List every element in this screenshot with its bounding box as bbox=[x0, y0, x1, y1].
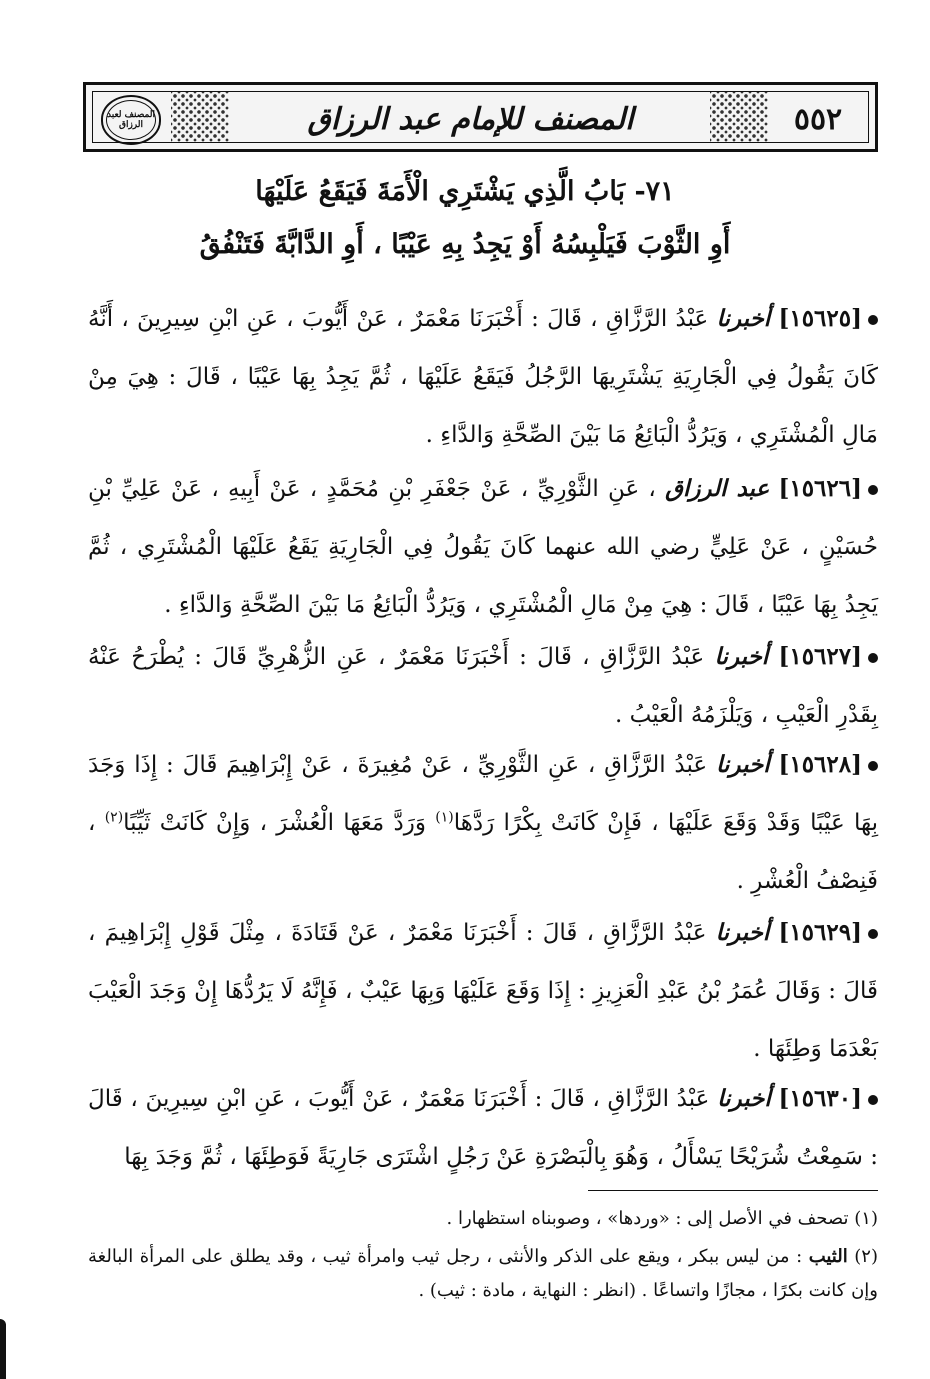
hadith-text: عَبْدُ الرَّزَّاقِ ، قَالَ : أَخْبَرَنَا مَعْمَرٌ ، عَنْ أَيُّوبَ ، عَنِ ابْنِ سِيرِينَ ، أَنَّهُ كَانَ يَقُولُ فِي الْجَارِيَةِ يَشْتَرِيهَا الرَّجُلُ فَيَقَعُ عَلَيْهَا ، ثُمَّ يَجِدُ بِهَا عَيْبًا ، قَالَ : هِيَ مِنْ مَالِ الْمُشْتَرِي ، وَيَرُدُّ الْبَائِعُ مَا بَيْنَ الصِّحَّةِ وَالدَّاءِ . bbox=[88, 306, 878, 448]
header-ornament-right bbox=[710, 92, 768, 142]
hadith-number: [١٥٦٢٧] bbox=[778, 643, 863, 670]
footnote-text: تصحف في الأصل إلى : «وردها» ، وصوبناه استظهارا . bbox=[446, 1208, 849, 1229]
bullet-icon bbox=[868, 315, 878, 325]
publisher-logo-text: المصنف لعبد الرزاق bbox=[106, 100, 156, 140]
hadith-number: [١٥٦٢٦] bbox=[778, 475, 863, 502]
hadith-paragraph bbox=[88, 904, 878, 1078]
footnote-reference[interactable]: (١) bbox=[435, 809, 454, 826]
hadith-paragraph bbox=[88, 460, 878, 634]
chapter-title-line-1: ٧١- بَابُ الَّذِي يَشْتَرِي الْأَمَةَ فَيَقَعُ عَلَيْهَا bbox=[255, 176, 675, 207]
footnote-headword: الثيب bbox=[808, 1246, 848, 1267]
hadith-text: وَرَدَّ مَعَهَا الْعُشْرَ ، وَإِنْ كَانَتْ ثَيِّبًا bbox=[123, 810, 426, 836]
footnote-reference[interactable]: (٢) bbox=[104, 809, 124, 826]
hadith-number: [١٥٦٣٠] bbox=[778, 1085, 863, 1112]
hadith-text: ، فَنِصْفُ الْعُشْرِ . bbox=[88, 810, 878, 894]
hadith-text: عَبْدُ الرَّزَّاقِ ، قَالَ : أَخْبَرَنَا مَعْمَرٌ ، عَنْ قَتَادَةَ ، مِثْلَ قَوْلِ إِبْرَاهِيمَ ، قَالَ : وَقَالَ عُمَرُ بْنُ عَبْدِ الْعَزِيزِ : إِذَا وَقَعَ عَلَيْهَا وَبِهَا عَيْبٌ ، فَإِنَّهُ لَا يَرُدُّهَا إِنْ وَجَدَ الْعَيْبَ بَعْدَمَا وَطِئَهَا . bbox=[88, 920, 878, 1062]
header-frame bbox=[92, 91, 869, 143]
hadith-text: عَبْدُ الرَّزَّاقِ ، قَالَ : أَخْبَرَنَا مَعْمَرٌ ، عَنِ الزُّهْرِيِّ قَالَ : يُطْرَحُ عَنْهُ بِقَدْرِ الْعَيْبِ ، وَيَلْزَمُهُ الْعَيْبُ . bbox=[88, 644, 878, 728]
narration-formula: أخبرنا bbox=[715, 751, 770, 778]
page-number: ٥٥٢ bbox=[793, 102, 843, 137]
hadith-paragraph bbox=[88, 628, 878, 744]
bullet-icon bbox=[868, 653, 878, 663]
hadith-paragraph bbox=[88, 290, 878, 464]
hadith-number: [١٥٦٢٩] bbox=[778, 919, 862, 946]
footnote-text: : من ليس ببكر ، ويقع على الذكر والأنثى ، رجل ثيب وامرأة ثيب ، وقد يطلق على المرأة البالغة وإن كانت بكرًا ، مجازًا واتساعًا . (انظر : النهاية ، مادة : ثيب) . bbox=[88, 1246, 878, 1301]
footnote-marker: (١) bbox=[854, 1208, 878, 1229]
hadith-paragraph bbox=[88, 736, 878, 910]
footnote bbox=[88, 1202, 878, 1236]
narration-formula: أخبرنا bbox=[716, 305, 771, 332]
hadith-paragraph bbox=[88, 1070, 878, 1186]
bullet-icon bbox=[868, 1095, 878, 1105]
narration-formula: أخبرنا bbox=[717, 1085, 771, 1112]
hadith-text: ، عَنِ الثَّوْرِيِّ ، عَنْ جَعْفَرِ بْنِ مُحَمَّدٍ ، عَنْ أَبِيهِ ، عَنْ عَلِيِّ بْنِ حُسَيْنٍ ، عَنْ عَلِيٍّ رضي الله عنهما كَانَ يَقُولُ فِي الْجَارِيَةِ يَقَعُ عَلَيْهَا الْمُشْتَرِي ، ثُمَّ يَجِدُ بِهَا عَيْبًا ، قَالَ : هِيَ مِنْ مَالِ الْمُشْتَرِي ، وَيَرُدُّ الْبَائِعُ مَا بَيْنَ الصِّحَّةِ وَالدَّاءِ . bbox=[88, 476, 878, 618]
narration-formula: أخبرنا bbox=[715, 919, 770, 946]
narration-formula: أخبرنا bbox=[714, 643, 769, 670]
footnote-divider bbox=[588, 1190, 878, 1191]
running-title: المصنف للإمام عبد الرزاق bbox=[307, 102, 634, 137]
bullet-icon bbox=[868, 929, 878, 939]
hadith-text: عَبْدُ الرَّزَّاقِ ، عَنِ الثَّوْرِيِّ ، عَنْ مُغِيرَةَ ، عَنْ إِبْرَاهِيمَ قَالَ : إِذَا وَجَدَ بِهَا عَيْبًا وَقَدْ وَقَعَ عَلَيْهَا ، فَإِنْ كَانَتْ بِكْرًا رَدَّهَا bbox=[88, 752, 879, 836]
hadith-number: [١٥٦٢٥] bbox=[778, 305, 863, 332]
footnote bbox=[88, 1240, 878, 1308]
hadith-text: عَبْدُ الرَّزَّاقِ ، قَالَ : أَخْبَرَنَا مَعْمَرٌ ، عَنْ أَيُّوبَ ، عَنِ ابْنِ سِيرِينَ ، قَالَ : سَمِعْتُ شُرَيْحًا يَسْأَلُ ، وَهُوَ بِالْبَصْرَةِ عَنْ رَجُلٍ اشْتَرَى جَارِيَةً فَوَطِئَهَا ، ثُمَّ وَجَدَ بِهَا bbox=[88, 1086, 878, 1170]
header-ornament-left bbox=[171, 92, 229, 142]
page-binding-edge bbox=[0, 1319, 6, 1379]
footnote-marker: (٢) bbox=[854, 1246, 878, 1267]
bullet-icon bbox=[868, 761, 878, 771]
narration-formula: عبد الرزاق bbox=[665, 475, 770, 502]
bullet-icon bbox=[868, 485, 878, 495]
hadith-number: [١٥٦٢٨] bbox=[778, 751, 863, 778]
publisher-logo-seal bbox=[101, 95, 161, 145]
chapter-title-line-2: أَوِ الثَّوْبَ فَيَلْبِسُهُ أَوْ يَجِدُ بِهِ عَيْبًا ، أَوِ الدَّابَّةَ فَتَنْفُقُ bbox=[199, 229, 731, 260]
page-header bbox=[83, 82, 878, 152]
